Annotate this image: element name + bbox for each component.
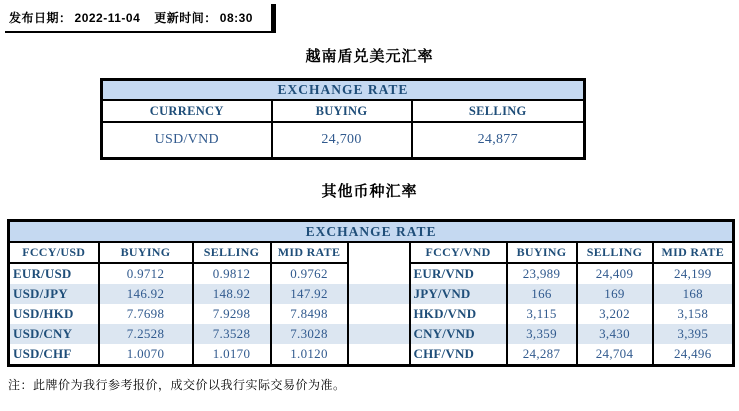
selling-rate-cell: 0.9812 bbox=[193, 263, 271, 284]
exchange-rate-header: EXCHANGE RATE bbox=[9, 221, 734, 243]
table-title-row bbox=[102, 80, 585, 101]
currency-pair-cell: USD/CHF bbox=[9, 344, 99, 366]
disclaimer-note: 注：此牌价为我行参考报价，成交价以我行实际交易价为准。 bbox=[8, 378, 346, 392]
currency-pair-cell: JPY/VND bbox=[410, 284, 507, 304]
selling-column-header: SELLING bbox=[193, 242, 271, 263]
gap-cell bbox=[348, 263, 410, 284]
mid-rate-cell: 24,199 bbox=[653, 263, 734, 284]
currency-pair-cell: USD/CNY bbox=[9, 324, 99, 344]
usd-vnd-section-title: 越南盾兑美元汇率 bbox=[305, 48, 434, 65]
mid-rate-cell: 7.3028 bbox=[271, 324, 348, 344]
publish-date-label: 发布日期： bbox=[9, 11, 72, 25]
gap-cell bbox=[348, 242, 410, 263]
mid-rate-cell: 7.8498 bbox=[271, 304, 348, 324]
buying-rate-cell: 3,115 bbox=[507, 304, 577, 324]
currency-pair-cell: CNY/VND bbox=[410, 324, 507, 344]
buying-column-header: BUYING bbox=[507, 242, 577, 263]
currency-pair-cell: EUR/USD bbox=[9, 263, 99, 284]
mid-rate-cell: 3,158 bbox=[653, 304, 734, 324]
mid-rate-column-header: MID RATE bbox=[653, 242, 734, 263]
selling-rate-cell: 24,877 bbox=[412, 122, 585, 159]
table-row bbox=[9, 304, 734, 324]
buying-rate-cell: 23,989 bbox=[507, 263, 577, 284]
exchange-rate-header: EXCHANGE RATE bbox=[102, 80, 585, 101]
currency-column-header: CURRENCY bbox=[102, 100, 272, 122]
buying-rate-cell: 1.0070 bbox=[99, 344, 193, 366]
selling-rate-cell: 24,409 bbox=[577, 263, 653, 284]
buying-rate-cell: 166 bbox=[507, 284, 577, 304]
gap-cell bbox=[348, 324, 410, 344]
mid-rate-cell: 1.0120 bbox=[271, 344, 348, 366]
currency-pair-cell: USD/VND bbox=[102, 122, 272, 159]
column-header-row bbox=[9, 242, 734, 263]
table-title-row bbox=[9, 221, 734, 243]
gap-cell bbox=[348, 344, 410, 366]
currency-pair-cell: CHF/VND bbox=[410, 344, 507, 366]
publish-info-box bbox=[5, 4, 276, 33]
gap-cell bbox=[348, 284, 410, 304]
mid-rate-cell: 3,395 bbox=[653, 324, 734, 344]
selling-rate-cell: 7.9298 bbox=[193, 304, 271, 324]
buying-column-header: BUYING bbox=[99, 242, 193, 263]
usd-vnd-rate-table bbox=[100, 78, 586, 160]
publish-date-value: 2022-11-04 bbox=[74, 10, 141, 25]
table-row bbox=[9, 284, 734, 304]
buying-rate-cell: 3,359 bbox=[507, 324, 577, 344]
currency-pair-cell: USD/HKD bbox=[9, 304, 99, 324]
currency-pair-cell: HKD/VND bbox=[410, 304, 507, 324]
buying-column-header: BUYING bbox=[272, 100, 412, 122]
buying-rate-cell: 24,700 bbox=[272, 122, 412, 159]
selling-rate-cell: 1.0170 bbox=[193, 344, 271, 366]
mid-rate-cell: 168 bbox=[653, 284, 734, 304]
fccy-vnd-column-header: FCCY/VND bbox=[410, 242, 507, 263]
table-row bbox=[9, 263, 734, 284]
buying-rate-cell: 24,287 bbox=[507, 344, 577, 366]
update-time-value: 08:30 bbox=[219, 10, 253, 25]
buying-rate-cell: 146.92 bbox=[99, 284, 193, 304]
selling-rate-cell: 3,430 bbox=[577, 324, 653, 344]
currency-pair-cell: USD/JPY bbox=[9, 284, 99, 304]
column-header-row bbox=[102, 100, 585, 122]
selling-column-header: SELLING bbox=[577, 242, 653, 263]
buying-rate-cell: 0.9712 bbox=[99, 263, 193, 284]
gap-cell bbox=[348, 304, 410, 324]
selling-rate-cell: 3,202 bbox=[577, 304, 653, 324]
selling-rate-cell: 24,704 bbox=[577, 344, 653, 366]
selling-rate-cell: 169 bbox=[577, 284, 653, 304]
selling-rate-cell: 148.92 bbox=[193, 284, 271, 304]
table-row bbox=[9, 344, 734, 366]
table-row bbox=[102, 122, 585, 159]
update-time-label: 更新时间： bbox=[154, 11, 217, 25]
fccy-usd-column-header: FCCY/USD bbox=[9, 242, 99, 263]
mid-rate-cell: 147.92 bbox=[271, 284, 348, 304]
buying-rate-cell: 7.2528 bbox=[99, 324, 193, 344]
currency-pair-cell: EUR/VND bbox=[410, 263, 507, 284]
selling-column-header: SELLING bbox=[412, 100, 585, 122]
mid-rate-cell: 24,496 bbox=[653, 344, 734, 366]
mid-rate-cell: 0.9762 bbox=[271, 263, 348, 284]
other-currencies-rate-table bbox=[7, 219, 735, 367]
mid-rate-column-header: MID RATE bbox=[271, 242, 348, 263]
table-row bbox=[9, 324, 734, 344]
buying-rate-cell: 7.7698 bbox=[99, 304, 193, 324]
other-currencies-section-title: 其他币种汇率 bbox=[321, 183, 418, 200]
selling-rate-cell: 7.3528 bbox=[193, 324, 271, 344]
